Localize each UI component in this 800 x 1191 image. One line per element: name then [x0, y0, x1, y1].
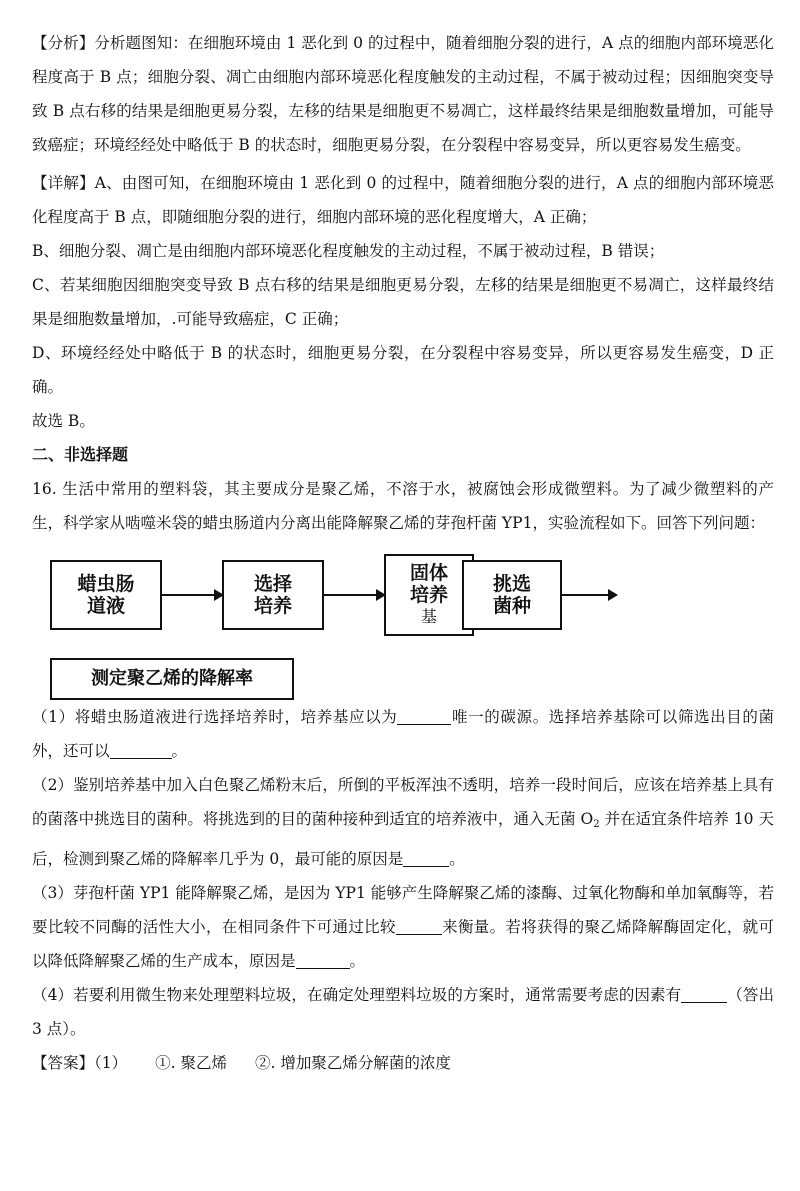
flow-step-measure-degradation: 测定聚乙烯的降解率 [50, 658, 294, 700]
question-16-part3 [32, 876, 774, 978]
answer-line [32, 1046, 774, 1080]
question-16-stem: 16. 生活中常用的塑料袋，其主要成分是聚乙烯，不溶于水，被腐蚀会形成微塑料。为了减少微塑料的产生，科学家从啮噬米袋的蜡虫肠道内分离出能降解聚乙烯的芽孢杆菌 YP1，实验流程如下。回答下列问题： [32, 480, 774, 532]
detail-paragraph-b: B、细胞分裂、凋亡是由细胞内部环境恶化程度触发的主动过程，不属于被动过程，B 错误； [32, 242, 665, 260]
q1-text-c: 。 [171, 742, 188, 760]
analysis-text: 分析题图知：在细胞环境由 1 恶化到 0 的过程中，随着细胞分裂的进行，A 点的细胞内部环境恶化程度高于 B 点；细胞分裂、凋亡由细胞内部环境恶化程度触发的主动过程，不属于被动过程；因细胞突变导致 B 点右移的结果是细胞更易分裂，左移的结果是细胞更不易凋亡，这样最终结果是细胞数量增加，可能导致癌症；环境经经处中略低于 B 的状态时，细胞更易分裂，在分裂程中容易变异，所以更容易发生癌变。 [32, 34, 774, 154]
flow-step-gut-fluid [50, 560, 162, 630]
q1-blank-1[interactable] [397, 708, 451, 725]
detail-paragraph-a [32, 166, 774, 234]
q3-blank-2[interactable] [296, 952, 350, 969]
section-title: 二、非选择题 [32, 445, 129, 464]
detail-paragraph-d: D、环境经经处中略低于 B 的状态时，细胞更易分裂，在分裂程中容易变异，所以更容易发生癌变，D 正确。 [32, 344, 774, 396]
q3-text-b: 来衡量。若将获得的聚乙烯降解酶固定化，就可以降低降解聚乙烯的生产成本，原因是 [32, 918, 774, 970]
flow-arrow-4 [562, 594, 616, 596]
detail-a-text: A、由图可知，在细胞环境由 1 恶化到 0 的过程中，随着细胞分裂的进行，A 点的细胞内部环境恶化程度高于 B 点，即随细胞分裂的进行，细胞内部环境的恶化程度增大，A 正确； [32, 174, 774, 226]
analysis-label: 【分析】 [32, 34, 95, 52]
document-page [32, 26, 774, 1080]
analysis-paragraph [32, 26, 774, 162]
detail-label: 【详解】 [32, 174, 95, 192]
q2-text-a: （2）鉴别培养基中加入白色聚乙烯粉末后，所倒的平板浑浊不透明，培养一段时间后，应该在培养基上具有的菌落中挑选目的菌种。将挑选到的目的菌种接种到适宜的培养液中，通入无菌 O [32, 776, 774, 828]
answer-item-1: ①. 聚乙烯 [155, 1054, 227, 1072]
q1-text-b: 唯一的碳源。选择培养基除可以筛选出目的菌外，还可以 [32, 708, 774, 760]
flow-arrow-1 [162, 594, 222, 596]
answer-item-2: ②. 增加聚乙烯分解菌的浓度 [254, 1054, 451, 1072]
question-16-part2 [32, 768, 774, 876]
q4-blank[interactable] [681, 986, 727, 1003]
q1-text-a: （1）将蜡虫肠道液进行选择培养时，培养基应以为 [32, 708, 398, 726]
q2-blank[interactable] [403, 850, 449, 867]
experiment-flowchart [32, 546, 774, 696]
flow-step-solid-medium-line2: 培养 [409, 584, 448, 606]
q2-text-b: 并在适宜条件培养 10 天后，检测到聚乙烯的降解率几乎为 0，最可能的原因是 [32, 810, 774, 868]
q4-text-a: （4）若要利用微生物来处理塑料垃圾，在确定处理塑料垃圾的方案时，通常需要考虑的因素有 [32, 986, 682, 1004]
q3-text-a: （3）芽孢杆菌 YP1 能降解聚乙烯，是因为 YP1 能够产生降解聚乙烯的漆酶、过氧化物酶和单加氧酶等，若要比较不同酶的活性大小，在相同条件下可通过比较 [32, 884, 774, 936]
flow-step-gut-fluid-line2: 道液 [86, 595, 125, 617]
flow-step-gut-fluid-line1: 蜡虫肠 [77, 573, 135, 595]
q2-subscript: 2 [593, 819, 600, 830]
flow-step-solid-medium-line3: 基 [420, 607, 437, 626]
q1-blank-2[interactable] [110, 742, 172, 759]
detail-conclusion: 故选 B。 [32, 412, 95, 430]
flow-step-selective-culture [222, 560, 324, 630]
flow-step-selective-culture-line2: 培养 [253, 595, 292, 617]
q3-blank-1[interactable] [396, 918, 442, 935]
flow-step-selective-culture-line1: 选择 [253, 573, 292, 595]
question-16-part4 [32, 978, 774, 1046]
q2-text-c: 。 [449, 850, 465, 868]
answer-label: 【答案】（1） [32, 1054, 128, 1072]
flow-step-solid-medium [384, 554, 474, 636]
q3-text-c: 。 [349, 952, 366, 970]
detail-paragraph-c: C、若某细胞因细胞突变导致 B 点右移的结果是细胞更易分裂，左移的结果是细胞更不易凋亡，这样最终结果是细胞数量增加，.可能导致癌症，C 正确； [32, 276, 774, 328]
flow-step-pick-strain-line1: 挑选 [492, 573, 531, 595]
flow-step-pick-strain [462, 560, 562, 630]
flow-step-solid-medium-line1: 固体 [409, 562, 448, 584]
question-16-part1 [32, 700, 774, 768]
flow-arrow-2 [324, 594, 384, 596]
q4-text-b: （答出 3 点）。 [32, 986, 774, 1038]
flow-step-pick-strain-line2: 菌种 [492, 595, 531, 617]
